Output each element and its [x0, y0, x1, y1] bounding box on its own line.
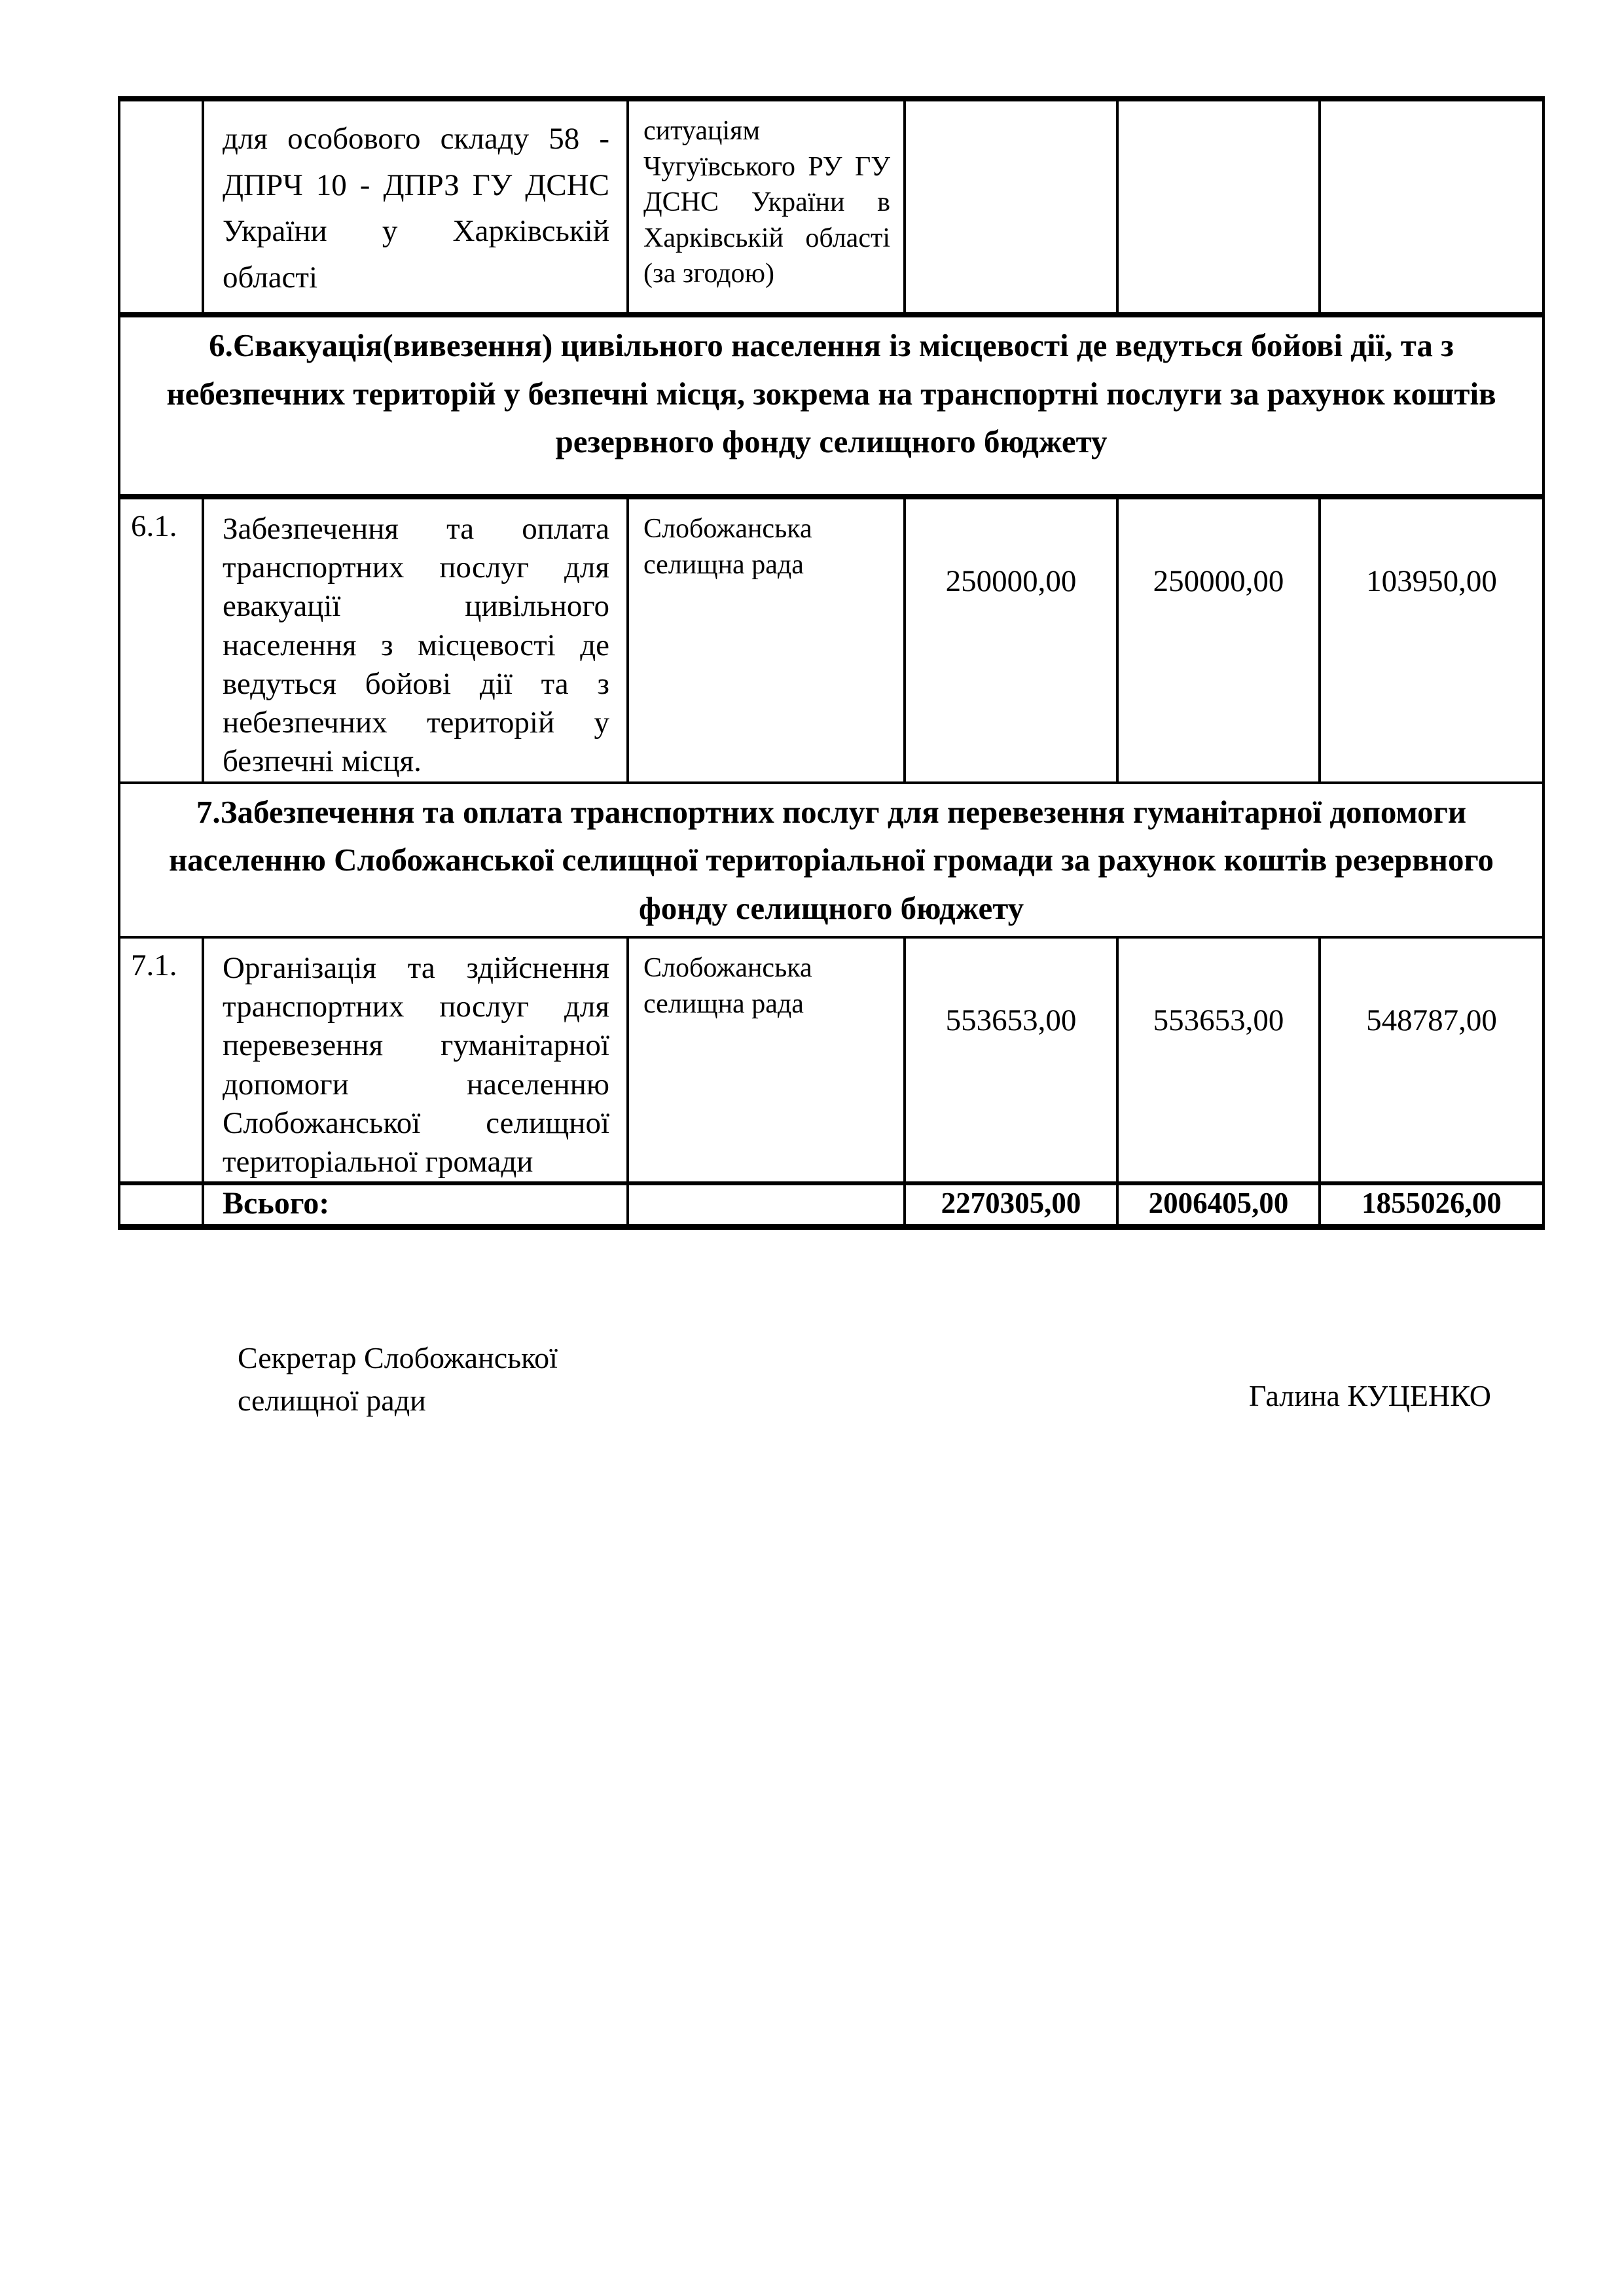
- total-number-cell-empty: [119, 1183, 203, 1227]
- signature-role: Секретар Слобожанської селищної ради: [238, 1341, 558, 1418]
- row-6-1-number: 6.1.: [119, 497, 203, 783]
- row-7-1-used: 548787,00: [1320, 937, 1543, 1183]
- row-6-1-allocated: 250000,00: [1117, 497, 1320, 783]
- cont-used-cell-empty: [1320, 99, 1543, 315]
- row-7-1-allocated: 553653,00: [1117, 937, 1320, 1183]
- row-7-1-number: 7.1.: [119, 937, 203, 1183]
- table-row-section7-header: [119, 783, 1543, 938]
- table-row-7-1: [119, 937, 1543, 1183]
- row-6-1-measure: Забезпечення та оплата транспортних послуг для евакуації цивільного населення з місцевості де ведуться бойові дії та з небезпечних територій у безпечні місця.: [203, 497, 628, 783]
- cont-allocated-cell-empty: [1117, 99, 1320, 315]
- total-allocated: 2006405,00: [1117, 1183, 1320, 1227]
- row-6-1-approved: 250000,00: [905, 497, 1117, 783]
- budget-measures-table: [118, 96, 1545, 1230]
- cont-executor-cell: ситуаціям Чугуївського РУ ГУ ДСНС України в Харківській області (за згодою): [628, 99, 905, 315]
- cont-approved-cell-empty: [905, 99, 1117, 315]
- cont-number-cell-empty: [119, 99, 203, 315]
- total-label: Всього:: [203, 1183, 628, 1227]
- row-7-1-measure: Організація та здійснення транспортних послуг для перевезення гуманітарної допомоги населенню Слобожанської селищної територіальної громади: [203, 937, 628, 1183]
- total-used: 1855026,00: [1320, 1183, 1543, 1227]
- table-row-continuation: [119, 99, 1543, 315]
- table-row-section6-header: [119, 315, 1543, 497]
- table-row-total: [119, 1183, 1543, 1227]
- section6-title: 6.Євакуація(вивезення) цивільного населення із місцевості де ведуться бойові дії, та з небезпечних територій у безпечні місця, зокрема на транспортні послуги за рахунок коштів резервного фонду селищного бюджету: [119, 315, 1543, 497]
- table-row-6-1: [119, 497, 1543, 783]
- section7-title: 7.Забезпечення та оплата транспортних послуг для перевезення гуманітарної допомоги населенню Слобожанської селищної територіальної громади за рахунок коштів резервного фонду селищного бюджету: [119, 783, 1543, 938]
- signature-name: Галина КУЦЕНКО: [1249, 1379, 1491, 1412]
- row-7-1-approved: 553653,00: [905, 937, 1117, 1183]
- total-approved: 2270305,00: [905, 1183, 1117, 1227]
- row-7-1-executor: Слобожанська селищна рада: [628, 937, 905, 1183]
- row-6-1-executor: Слобожанська селищна рада: [628, 497, 905, 783]
- row-6-1-used: 103950,00: [1320, 497, 1543, 783]
- total-executor-cell-empty: [628, 1183, 905, 1227]
- cont-measure-cell: для особового складу 58 - ДПРЧ 10 - ДПРЗ ГУ ДСНС України у Харківській області: [203, 99, 628, 315]
